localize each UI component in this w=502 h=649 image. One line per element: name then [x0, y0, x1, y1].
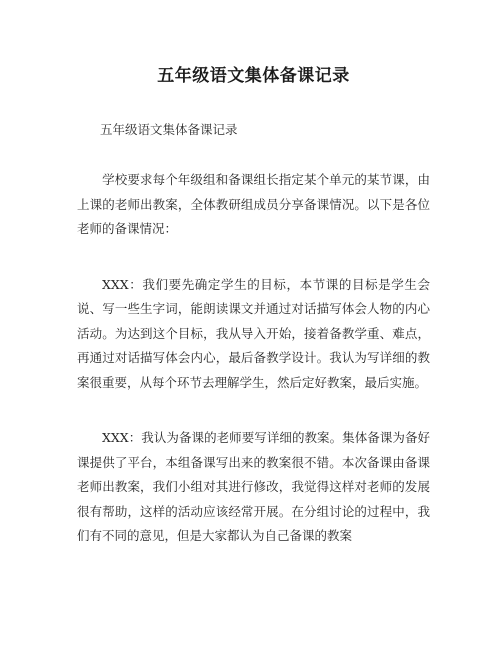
paragraph-intro	[77, 168, 430, 242]
paragraph-text: XXX：我们要先确定学生的目标，本节课的目标是学生会说、写一些生字词，能朗读课文并通过对话描写体会人物的内心活动。为达到这个目标，我从导入开始，接着备教学重、难点，再通过对话描写体会内心，最后备教学设计。我认为写详细的教案很重要，从每个环节去理解学生，然后定好教案，最后实施。	[77, 276, 430, 390]
paragraph-text: 学校要求每个年级组和备课组长指定某个单元的某节课，由上课的老师出教案，全体教研组成员分享备课情况。以下是各位老师的备课情况：	[77, 172, 430, 236]
paragraph-text: XXX：我认为备课的老师要写详细的教案。集体备课为备好课提供了平台，本组备课写出来的教案很不错。本次备课由备课老师出教案，我们小组对其进行修改，我觉得这样对老师的发展很有帮助，这样的活动应该经常开展。在分组讨论的过程中，我们有不同的意见，但是大家都认为自己备课的教案	[77, 430, 430, 543]
paragraph-teacher-2	[77, 426, 430, 549]
paragraph-teacher-1	[77, 273, 430, 396]
document-subtitle: 五年级语文集体备课记录	[100, 122, 238, 137]
document-title: 五年级语文集体备课记录	[157, 66, 350, 86]
